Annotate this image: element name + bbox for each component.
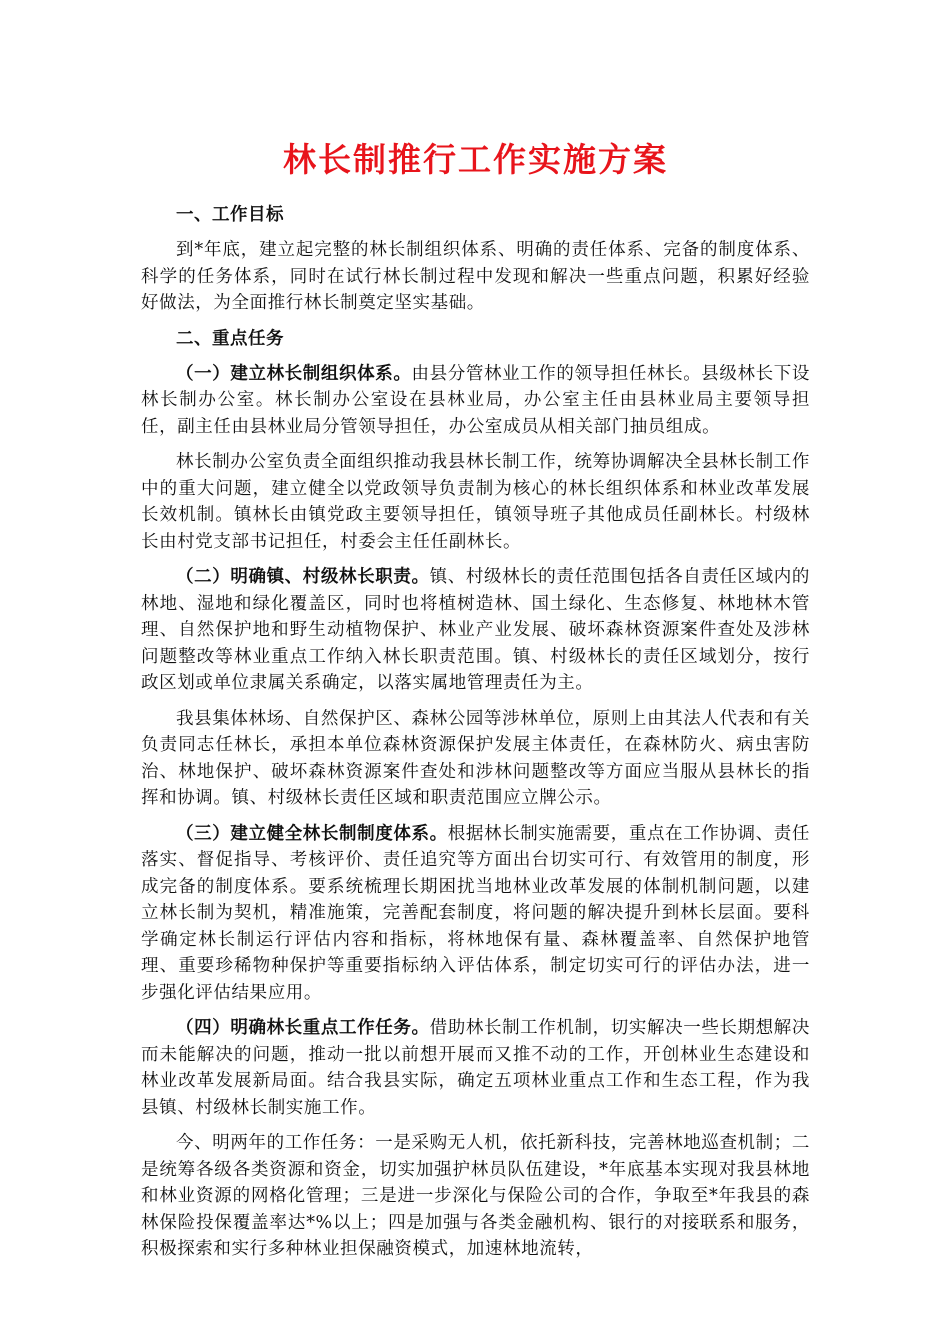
paragraph-lead: （二）明确镇、村级林长职责。 <box>176 567 430 587</box>
document-title: 林长制推行工作实施方案 <box>283 140 668 179</box>
paragraph-text: 镇、村级林长的责任范围包括各自责任区域内的林地、湿地和绿化覆盖区，同时也将植树造林、国土绿化、生态修复、林地林木管理、自然保护地和野生动植物保护、林业产业发展、破坏森林资源案件查处及涉林问题整改等林业重点工作纳入林长职责范围。镇、村级林长的责任区域划分，按行政区划或单位隶属关系确定，以落实属地管理责任为主。 <box>141 567 810 693</box>
section-heading: 二、重点任务 <box>176 328 284 349</box>
paragraph-text: 根据林长制实施需要，重点在工作协调、责任落实、督促指导、考核评价、责任追究等方面出台切实可行、有效管用的制度，形成完备的制度体系。要系统梳理长期困扰当地林业改革发展的体制机制问题，以建立林长制为契机，精准施策，完善配套制度，将问题的解决提升到林长层面。要科学确定林长制运行评估内容和指标，将林地保有量、森林覆盖率、自然保护地管理、重要珍稀物种保护等重要指标纳入评估体系，制定切实可行的评估办法，进一步强化评估结果应用。 <box>141 823 811 1003</box>
paragraph-lead: （四）明确林长重点工作任务。 <box>176 1018 430 1038</box>
body-paragraph <box>141 821 810 1007</box>
paragraph-lead: （一）建立林长制组织体系。 <box>176 363 412 384</box>
document-body <box>141 202 810 1263</box>
body-paragraph <box>141 1015 810 1121</box>
body-paragraph <box>141 361 810 441</box>
paragraph-text: 借助林长制工作机制，切实解决一些长期想解决而未能解决的问题，推动一批以前想开展而又推不动的工作，开创林业生态建设和林业改革发展新局面。结合我县实际，确定五项林业重点工作和生态工程，作为我县镇、村级林长制实施工作。 <box>141 1018 810 1118</box>
body-paragraph <box>141 449 810 555</box>
body-paragraph <box>141 564 810 697</box>
paragraph-lead: （三）建立健全林长制制度体系。 <box>176 823 448 844</box>
section-heading: 一、工作目标 <box>176 205 284 225</box>
paragraph-text: 林长制办公室负责全面组织推动我县林长制工作，统筹协调解决全县林长制工作中的重大问题，建立健全以党政领导负责制为核心的林长组织体系和林业改革发展长效机制。镇林长由镇党政主要领导担任，镇领导班子其他成员任副林长。村级林长由村党支部书记担任，村委会主任任副林长。 <box>141 452 810 552</box>
paragraph-text: 由县分管林业工作的领导担任林长。县级林长下设林长制办公室。林长制办公室设在县林业局，办公室主任由县林业局主要领导担任，副主任由县林业局分管领导担任，办公室成员从相关部门抽员组成。 <box>141 363 810 437</box>
paragraph-text: 今、明两年的工作任务：一是采购无人机，依托新科技，完善林地巡查机制；二是统筹各级各类资源和资金，切实加强护林员队伍建设，*年底基本实现对我县林地和林业资源的网格化管理；三是进一步深化与保险公司的合作，争取至*年我县的森林保险投保覆盖率达*%以上；四是加强与各类金融机构、银行的对接联系和服务，积极探索和实行多种林业担保融资模式，加速林地流转， <box>141 1133 810 1259</box>
body-paragraph <box>141 237 810 317</box>
body-paragraph <box>141 1130 810 1263</box>
paragraph-text: 我县集体林场、自然保护区、森林公园等涉林单位，原则上由其法人代表和有关负责同志任林长，承担本单位森林资源保护发展主体责任，在森林防火、病虫害防治、林地保护、破坏森林资源案件查处和涉林问题整改等方面应当服从县林长的指挥和协调。镇、村级林长责任区域和职责范围应立牌公示。 <box>141 708 810 808</box>
body-paragraph <box>141 706 810 812</box>
paragraph-text: 到*年底，建立起完整的林长制组织体系、明确的责任体系、完备的制度体系、科学的任务体系，同时在试行林长制过程中发现和解决一些重点问题，积累好经验好做法，为全面推行林长制奠定坚实基础。 <box>141 240 810 313</box>
